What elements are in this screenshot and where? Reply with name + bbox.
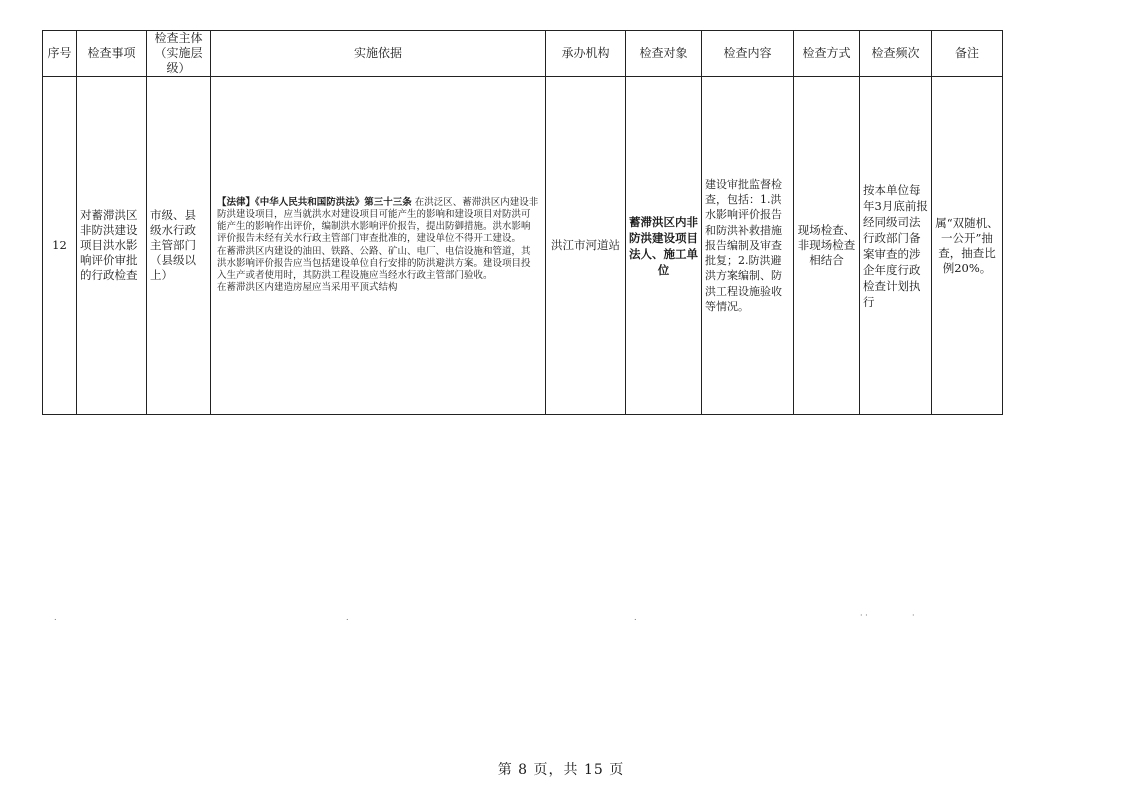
cell-basis	[211, 77, 546, 415]
scan-speck: ·	[912, 611, 915, 620]
header-org: 承办机构	[546, 31, 626, 77]
inspection-table	[42, 30, 1003, 415]
cell-frequency: 按本单位每年3月底前报经同级司法行政部门备案审查的涉企年度行政检查计划执行	[860, 77, 932, 415]
header-content: 检查内容	[702, 31, 794, 77]
cell-seq: 12	[43, 77, 77, 415]
cell-note: 属“双随机、一公开”抽查，抽查比例20%。	[932, 77, 1003, 415]
scan-speck: .	[634, 613, 637, 622]
table-row	[43, 77, 1003, 415]
cell-item: 对蓄滞洪区非防洪建设项目洪水影响评价审批的行政检查	[77, 77, 147, 415]
basis-paragraph-1	[217, 197, 539, 246]
header-seq: 序号	[43, 31, 77, 77]
scan-speck: .	[346, 613, 349, 622]
cell-org: 洪江市河道站	[546, 77, 626, 415]
header-frequency: 检查频次	[860, 31, 932, 77]
basis-paragraph-2: 在蓄滞洪区内建设的油田、铁路、公路、矿山、电厂、电信设施和管道，其洪水影响评价报告应当包括建设单位自行安排的防洪避洪方案。建设项目投入生产或者使用时，其防洪工程设施应当经水行政主管部门验收。	[217, 245, 531, 281]
cell-content: 建设审批监督检查，包括：1.洪水影响评价报告和防洪补救措施报告编制及审查批复；2.防洪避洪方案编制、防洪工程设施验收等情况。	[702, 77, 794, 415]
header-row	[43, 31, 1003, 77]
header-target: 检查对象	[626, 31, 702, 77]
header-basis: 实施依据	[211, 31, 546, 77]
cell-subject: 市级、县级水行政主管部门（县级以上）	[147, 77, 211, 415]
header-method: 检查方式	[794, 31, 860, 77]
basis-paragraph-3: 在蓄滞洪区内建造房屋应当采用平顶式结构	[217, 282, 398, 294]
scan-speck: · ·	[860, 611, 868, 620]
cell-method: 现场检查、非现场检查相结合	[794, 77, 860, 415]
scan-speck: .	[54, 613, 57, 622]
header-note: 备注	[932, 31, 1003, 77]
basis-text-1: 在洪泛区、蓄滞洪区内建设非防洪建设项目，应当就洪水对建设项目可能产生的影响和建设项目对防洪可能产生的影响作出评价，编制洪水影响评价报告，提出防御措施。洪水影响评价报告未经有关水行政主管部门审查批准的，建设单位不得开工建设。	[217, 196, 539, 245]
header-subject: 检查主体（实施层级）	[147, 31, 211, 77]
basis-law-title: 【法律】《中华人民共和国防洪法》第三十三条	[217, 196, 412, 208]
header-item: 检查事项	[77, 31, 147, 77]
cell-target: 蓄滞洪区内非防洪建设项目法人、施工单位	[626, 77, 702, 415]
page-footer: 第 8 页，共 15 页	[497, 762, 625, 778]
